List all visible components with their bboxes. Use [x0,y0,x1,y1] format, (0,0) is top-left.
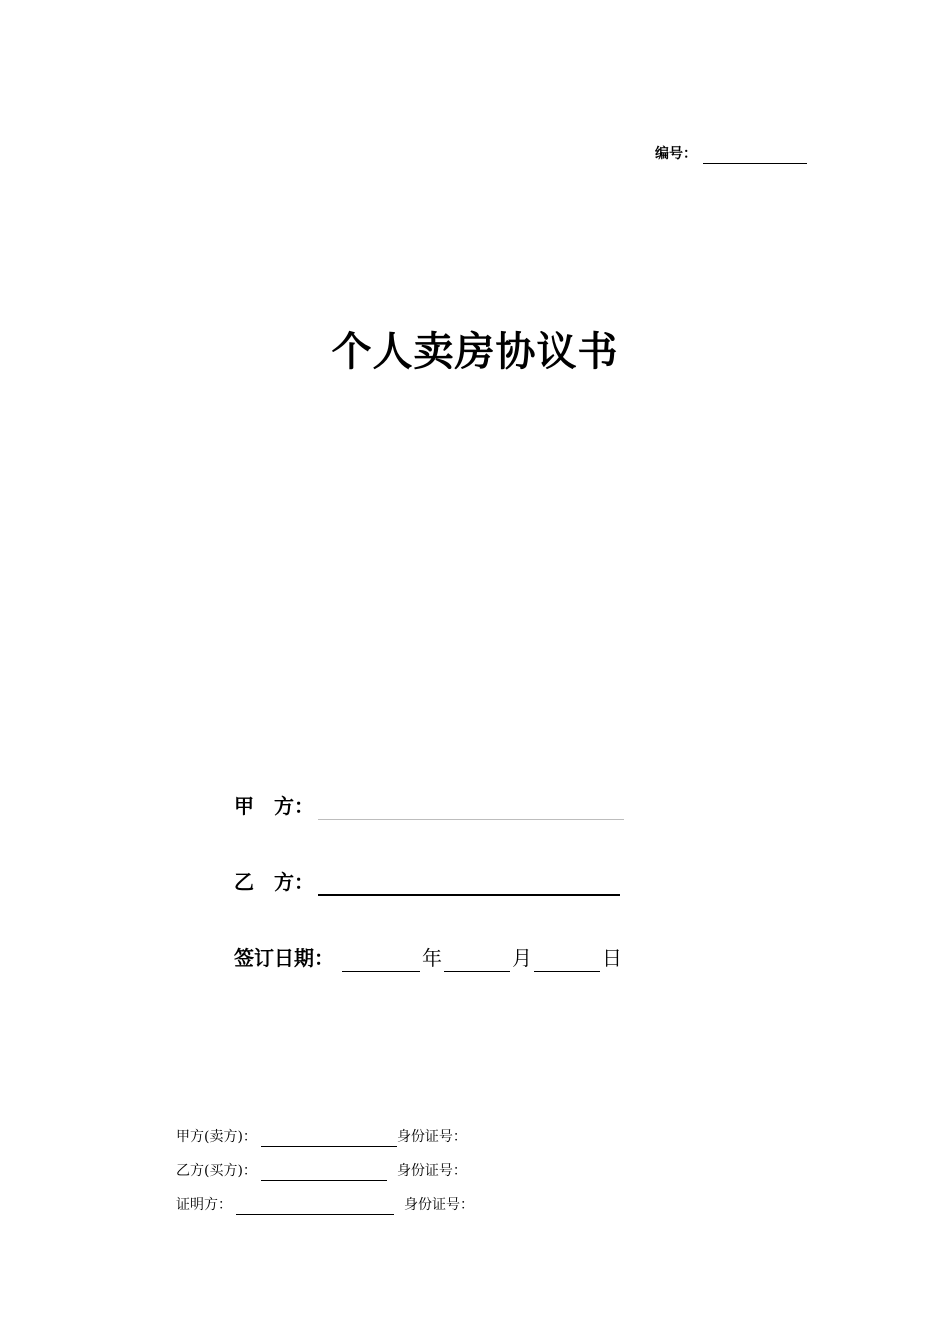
document-number-row [655,142,807,164]
seller-id-label: 身份证号： [396,1129,467,1145]
document-number-label: 编号： [655,146,697,162]
witness-label: 证明方： [176,1197,232,1213]
page-title: 个人卖房协议书 [331,328,619,375]
year-unit: 年 [422,946,442,970]
day-blank[interactable] [534,949,600,972]
buyer-id-label: 身份证号： [396,1163,467,1179]
document-number-blank[interactable] [703,145,807,164]
day-unit: 日 [602,946,622,970]
witness-signature-row [176,1193,474,1215]
month-blank[interactable] [444,949,510,972]
month-unit: 月 [512,946,532,970]
signing-date-row [234,942,622,972]
party-a-row [234,790,624,820]
seller-signature-blank[interactable] [261,1130,397,1147]
party-b-row [234,866,620,896]
party-a-blank[interactable] [318,797,624,820]
party-b-label: 乙 方： [234,870,314,894]
party-b-blank[interactable] [318,872,620,896]
buyer-signature-blank[interactable] [261,1164,387,1181]
buyer-label: 乙方(买方)： [176,1163,257,1179]
buyer-signature-row [176,1159,467,1181]
witness-id-label: 身份证号： [404,1197,474,1213]
party-a-label: 甲 方： [234,794,314,818]
witness-signature-blank[interactable] [236,1198,394,1215]
signing-date-label: 签订日期： [234,946,334,970]
seller-label: 甲方(卖方)： [176,1129,257,1145]
seller-signature-row [176,1125,467,1147]
year-blank[interactable] [342,949,420,972]
